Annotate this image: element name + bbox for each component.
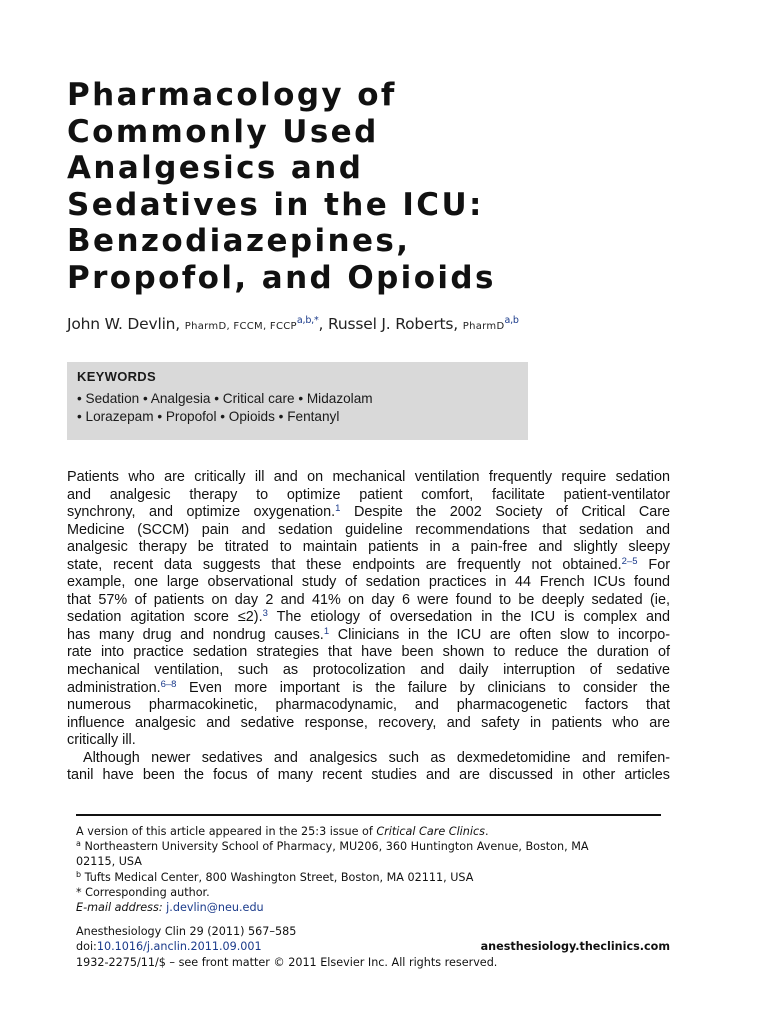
body-line: synchrony, and optimize oxygenation.$^1$ Despite the 2002 Society of Critical Care <box>67 503 671 521</box>
body-line: that 57% of patients on day 2 and 41% on day 6 were found to be deeply sedated (ie, <box>67 591 670 608</box>
author-affiliation-marks[interactable]: a,b,* <box>296 315 319 326</box>
body-paragraph <box>67 750 670 785</box>
author-affiliation-marks[interactable]: a,b <box>504 315 519 326</box>
author-credentials: PharmD, FCCM, FCCP <box>184 321 297 332</box>
body-line: state, recent data suggests that these endpoints are frequently not obtained.$^{2-5}$ For <box>67 555 670 573</box>
version-note: A version of this article appeared in the 25:3 issue of Critical Care Clinics. <box>76 825 489 838</box>
keywords-heading: KEYWORDS <box>77 369 156 384</box>
footnotes <box>76 824 661 915</box>
body-line: tanil have been the focus of many recent studies and are discussed in other articles <box>67 767 670 784</box>
article-title <box>67 77 670 297</box>
affiliation-a: $^a$ Northeastern University School of Pharmacy, MU206, 360 Huntington Avenue, Boston, MA <box>76 839 589 854</box>
citation-link[interactable]: 1 <box>335 503 341 515</box>
footnote-divider <box>76 814 661 816</box>
body-line: mechanical ventilation, such as protocolization and daily interruption of sedative <box>67 662 670 679</box>
title-line: Benzodiazepines, <box>67 223 411 260</box>
body-line: influence analgesic and sedative response, recovery, and safety in patients who are <box>67 714 670 731</box>
article-body <box>67 469 670 785</box>
author-name: John W. Devlin, <box>67 315 181 333</box>
affiliation-b: $^b$ Tufts Medical Center, 800 Washington Street, Boston, MA 02111, USA <box>76 869 474 884</box>
body-line: administration.$^{6-8}$ Even more important is the failure by clinicians to consider the <box>67 678 670 696</box>
body-line: critically ill. <box>67 732 136 749</box>
citation-link[interactable]: 1 <box>323 625 330 637</box>
journal-citation: Anesthesiology Clin 29 (2011) 567–585 <box>76 925 297 938</box>
citation-link[interactable]: 3 <box>262 608 268 620</box>
email-note <box>76 900 661 915</box>
body-line: and analgesic therapy to optimize patient comfort, facilitate patient-ventilator <box>67 486 670 503</box>
keywords-line: • Lorazepam • Propofol • Opioids • Fentanyl <box>77 409 340 424</box>
body-line: Medicine (SCCM) pain and sedation guideline recommendations that sedation and <box>67 521 670 538</box>
author-list <box>67 315 670 333</box>
doi-line: doi:10.1016/j.anclin.2011.09.001 anesthesiology.theclinics.com <box>76 940 670 954</box>
journal-website[interactable]: anesthesiology.theclinics.com <box>480 940 670 954</box>
citation-link[interactable]: 6–8 <box>160 678 177 690</box>
body-line: Patients who are critically ill and on mechanical ventilation frequently require sedation <box>67 469 670 485</box>
body-line: analgesic therapy be titrated to maintain patients in a pain-free and slightly sleepy <box>67 539 670 556</box>
body-line: sedation agitation score ≤2).$^3$ The etiology of oversedation in the ICU is complex and <box>67 608 670 626</box>
body-line: rate into practice sedation strategies that have been shown to reduce the duration of <box>67 644 670 661</box>
journal-info <box>76 924 670 970</box>
body-paragraph <box>67 469 670 750</box>
journal-name: Critical Care Clinics <box>376 825 485 838</box>
author-separator: , <box>318 315 324 333</box>
citation-link[interactable]: 2–5 <box>621 555 638 567</box>
affiliation-a-continued: 02115, USA <box>76 855 142 869</box>
author-name: Russel J. Roberts, <box>328 315 459 333</box>
author-credentials: PharmD <box>462 321 505 332</box>
title-line: Commonly Used <box>67 113 379 150</box>
title-line: Propofol, and Opioids <box>67 259 496 296</box>
title-line: Analgesics and <box>67 150 364 187</box>
body-line: Although newer sedatives and analgesics such as dexmedetomidine and remifen- <box>83 749 670 766</box>
corresponding-author-note: * Corresponding author. <box>76 885 210 899</box>
title-line: Pharmacology of <box>67 77 397 113</box>
doi-link[interactable]: 10.1016/j.anclin.2011.09.001 <box>96 940 262 954</box>
keywords-box <box>67 362 528 440</box>
copyright-line: 1932-2275/11/$ – see front matter © 2011 Elsevier Inc. All rights reserved. <box>76 955 498 969</box>
email-link[interactable]: j.devlin@neu.edu <box>166 901 264 915</box>
keywords-line: • Sedation • Analgesia • Critical care • Midazolam <box>77 391 373 406</box>
body-line: numerous pharmacokinetic, pharmacodynamic, and pharmacogenetic factors that <box>67 697 670 714</box>
title-line: Sedatives in the ICU: <box>67 186 484 223</box>
email-label: E-mail address: <box>76 901 163 915</box>
body-line: example, one large observational study of sedation practices in 44 French ICUs found <box>67 574 670 591</box>
body-line: has many drug and nondrug causes.$^1$ Clinicians in the ICU are often slow to incorpo- <box>67 625 671 643</box>
